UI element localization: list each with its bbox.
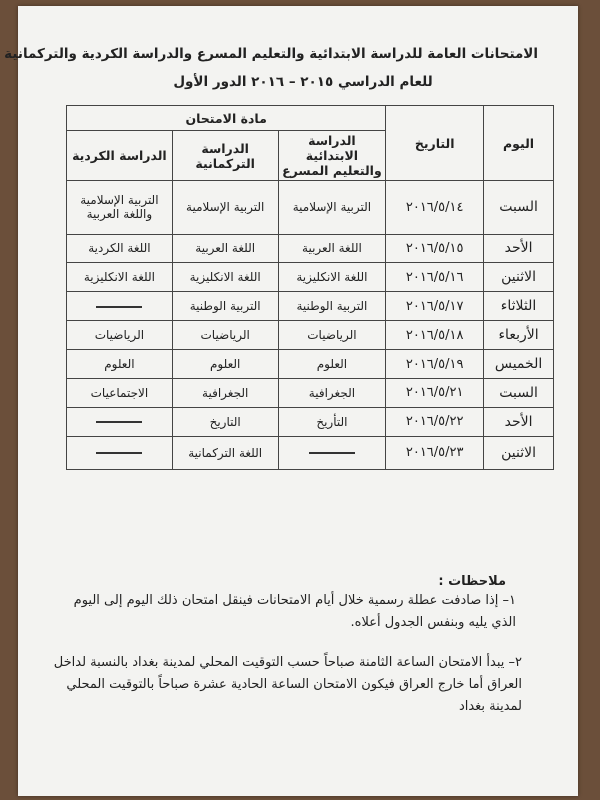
primary-subject-cell: التربية الوطنية [278, 292, 386, 321]
exam-schedule-table [66, 105, 554, 470]
kurdish-subject-cell [67, 436, 173, 469]
date-cell: ٢٠١٦/٥/١٩ [386, 350, 484, 379]
table-row [67, 350, 554, 379]
document-page [4, 6, 578, 796]
day-cell: الأربعاء [484, 321, 554, 350]
turkmen-subject-cell: التاريخ [172, 407, 278, 436]
table-row [67, 263, 554, 292]
date-cell: ٢٠١٦/٥/١٧ [386, 292, 484, 321]
turkmen-subject-cell: الجغرافية [172, 378, 278, 407]
date-cell: ٢٠١٦/٥/١٤ [386, 181, 484, 235]
turkmen-subject-cell: اللغة التركمانية [172, 436, 278, 469]
kurdish-subject-cell: العلوم [67, 350, 173, 379]
note-1: ١– إذا صادفت عطلة رسمية خلال أيام الامتحانات فينقل امتحان ذلك اليوم إلى اليوم الذي يليه وبنفس الجدول أعلاه. [73, 593, 516, 630]
day-cell: السبت [484, 378, 554, 407]
header-primary: الدراسة الابتدائية والتعليم المسرع [278, 131, 386, 181]
header-date: التاريخ [386, 106, 484, 181]
table-row [67, 234, 554, 263]
primary-subject-cell: الرياضيات [278, 321, 386, 350]
date-cell: ٢٠١٦/٥/٢١ [386, 378, 484, 407]
header-subject: مادة الامتحان [67, 106, 386, 131]
kurdish-subject-cell [67, 407, 173, 436]
header-day: اليوم [484, 106, 554, 181]
date-cell: ٢٠١٦/٥/١٥ [386, 234, 484, 263]
primary-subject-cell [278, 436, 386, 469]
kurdish-subject-cell: الاجتماعيات [67, 378, 173, 407]
primary-subject-cell: اللغة الانكليزية [278, 263, 386, 292]
table-row [67, 181, 554, 235]
day-cell: الأحد [484, 407, 554, 436]
turkmen-subject-cell: التربية الوطنية [172, 292, 278, 321]
document-title [4, 46, 538, 90]
table-row [67, 436, 554, 469]
title-line-1: الامتحانات العامة للدراسة الابتدائية والتعليم المسرع والدراسة الكردية والتركمانية [4, 46, 538, 62]
turkmen-subject-cell: التربية الإسلامية [172, 181, 278, 235]
day-cell: الاثنين [484, 263, 554, 292]
turkmen-subject-cell: العلوم [172, 350, 278, 379]
date-cell: ٢٠١٦/٥/٢٣ [386, 436, 484, 469]
day-cell: الأحد [484, 234, 554, 263]
day-cell: الثلاثاء [484, 292, 554, 321]
kurdish-subject-cell: الرياضيات [67, 321, 173, 350]
turkmen-subject-cell: الرياضيات [172, 321, 278, 350]
kurdish-subject-cell: اللغة الكردية [67, 234, 173, 263]
table-row [67, 292, 554, 321]
table-row [67, 378, 554, 407]
day-cell: الاثنين [484, 436, 554, 469]
primary-subject-cell: الجغرافية [278, 378, 386, 407]
primary-subject-cell: اللغة العربية [278, 234, 386, 263]
primary-subject-cell: التأريخ [278, 407, 386, 436]
empty-dash [309, 452, 355, 454]
primary-subject-cell: العلوم [278, 350, 386, 379]
day-cell: السبت [484, 181, 554, 235]
date-cell: ٢٠١٦/٥/١٦ [386, 263, 484, 292]
turkmen-subject-cell: اللغة الانكليزية [172, 263, 278, 292]
note-2: ٢– يبدأ الامتحان الساعة الثامنة صباحاً حسب التوقيت المحلي لمدينة بغداد بالنسبة لداخل العراق أما خارج العراق فيكون الامتحان الساعة الحادية عشرة صباحاً بالتوقيت المحلي لمدينة بغداد [53, 655, 522, 714]
notes-heading: ملاحظات : [438, 574, 506, 589]
kurdish-subject-cell [67, 292, 173, 321]
date-cell: ٢٠١٦/٥/١٨ [386, 321, 484, 350]
primary-subject-cell: التربية الإسلامية [278, 181, 386, 235]
header-turkmen: الدراسة التركمانية [172, 131, 278, 181]
header-kurdish: الدراسة الكردية [67, 131, 173, 181]
table-row [67, 407, 554, 436]
date-cell: ٢٠١٦/٥/٢٢ [386, 407, 484, 436]
turkmen-subject-cell: اللغة العربية [172, 234, 278, 263]
title-line-2: للعام الدراسي ٢٠١٥ – ٢٠١٦ الدور الأول [173, 73, 433, 90]
empty-dash [96, 421, 142, 423]
kurdish-subject-cell: التربية الإسلامية واللغة العربية [67, 181, 173, 235]
empty-dash [96, 306, 142, 308]
kurdish-subject-cell: اللغة الانكليزية [67, 263, 173, 292]
day-cell: الخميس [484, 350, 554, 379]
table-row [67, 321, 554, 350]
empty-dash [96, 452, 142, 454]
